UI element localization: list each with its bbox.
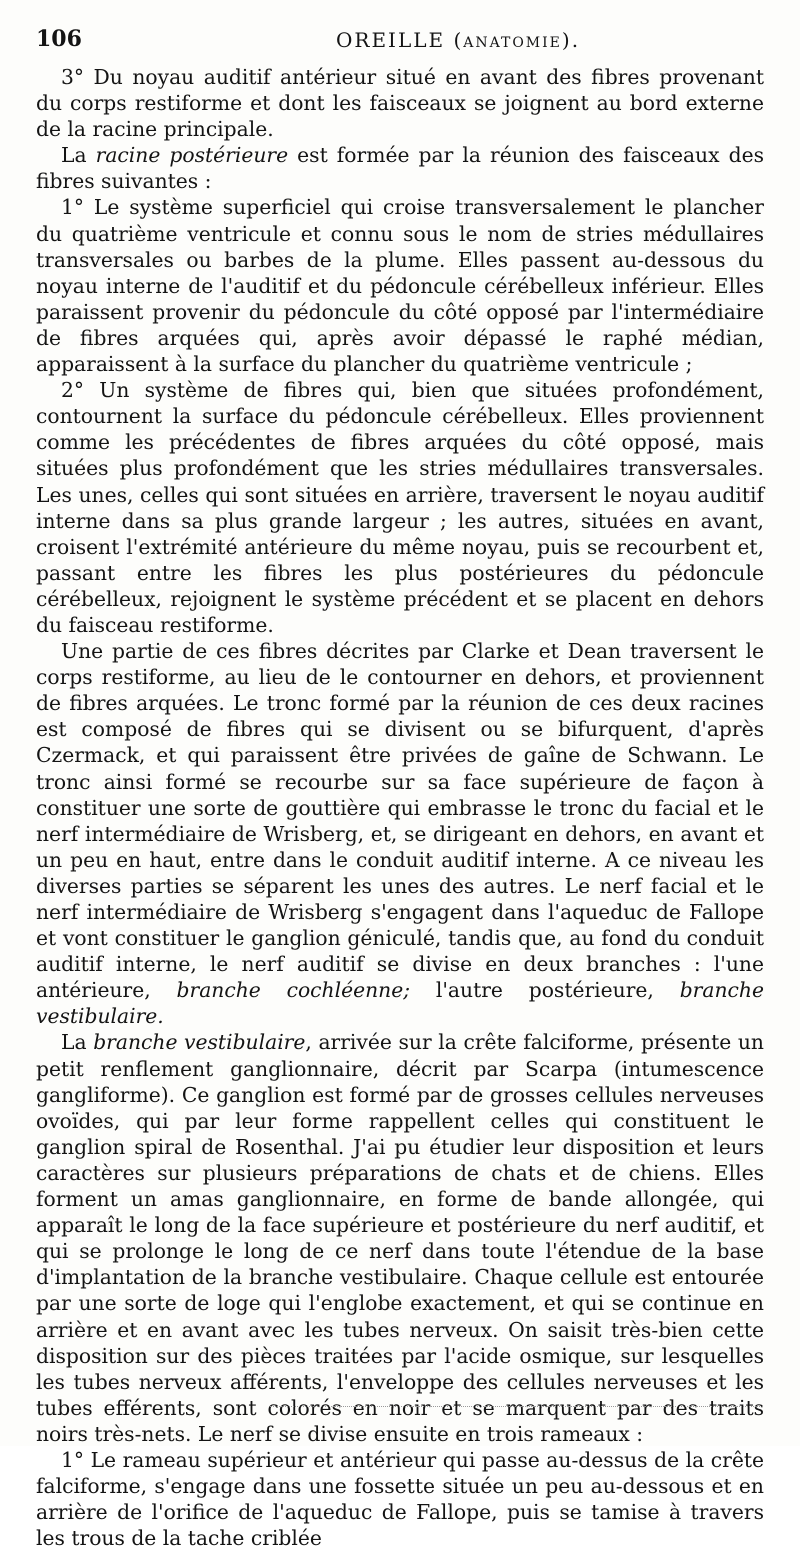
running-title-main: OREILLE ( [336, 28, 464, 52]
paragraph [36, 1447, 764, 1551]
page-number: 106 [36, 26, 82, 52]
text-run: , arrivée sur la crête falciforme, présente un petit renflement ganglionnaire, décrit par Scarpa (intumescence gangliforme). Ce ganglion est formé par de grosses cellules nerveuses ovoïdes, qui par leur forme rappellent celles qui constituent le ganglion spiral de Rosenthal. J'ai pu étudier leur disposition et leurs caractères sur plusieurs préparations de chats et de chiens. Elles forment un amas ganglionnaire, en forme de bande allongée, qui apparaît le long de la face supérieure et postérieure du nerf auditif, et qui se prolonge le long de ce nerf dans toute l'étendue de la base d'implantation de la branche vestibulaire. Chaque cellule est entourée par une sorte de loge qui l'englobe exactement, et qui se continue en arrière et en avant avec les tubes nerveux. On saisit très-bien cette disposition sur des pièces traitées par l'acide osmique, sur lesquelles les tubes nerveux afférents, l'enveloppe des cellules nerveuses et les tubes efférents, sont colorés en noir et se marquent par des traits noirs très-nets. Le nerf se divise ensuite en trois rameaux : [36, 1030, 764, 1446]
running-title [336, 28, 580, 52]
italic-run: racine postérieure [95, 143, 289, 168]
paragraph [36, 1029, 764, 1447]
text-run: 1° Le rameau supérieur et antérieur qui passe au-dessus de la crête falciforme, s'engage dans une fossette située un peu au-dessous et en arrière de l'orifice de l'aqueduc de Fallope, puis se tamise à travers les trous de la tache criblée [36, 1447, 764, 1551]
text-run: l'autre postérieure, [410, 978, 680, 1003]
running-title-subject: ANATOMIE [463, 35, 562, 51]
paragraph [36, 142, 764, 194]
text-run: 2° Un système de fibres qui, bien que situées profondément, contournent la surface du pédoncule cérébelleux. Elles proviennent comme les précédentes de fibres arquées du côté opposé, mais situées plus profondément que les stries médullaires transversales. Les unes, celles qui sont situées en arrière, traversent le noyau auditif interne dans sa plus grande largeur ; les autres, situées en avant, croisent l'extrémité antérieure du même noyau, puis se recourbent et, passant entre les fibres les plus postérieures du pédoncule cérébelleux, rejoignent le système précédent et se placent en dehors du faisceau restiforme. [36, 378, 764, 637]
paragraph [36, 377, 764, 638]
italic-run: branche vestibulaire [93, 1030, 306, 1055]
body-text [36, 64, 764, 1551]
text-run: 3° Du noyau auditif antérieur situé en avant des fibres provenant du corps restiforme et dont les faisceaux se joignent au bord externe de la racine principale. [36, 65, 764, 142]
footer-dotted-rule [270, 1406, 760, 1407]
text-run: 1° Le système superficiel qui croise transversalement le plancher du quatrième ventricule et connu sous le nom de stries médullaires transversales ou barbes de la plume. Elles passent au-dessous du noyau interne de l'auditif et du pédoncule cérébelleux inférieur. Elles paraissent provenir du pédoncule du côté opposé par l'intermédiaire de fibres arquées qui, après avoir dépassé le raphé médian, apparaissent à la surface du plancher du quatrième ventricule ; [36, 195, 764, 377]
italic-run: branche cochléenne; [176, 978, 411, 1003]
page-header [36, 26, 764, 56]
running-title-close: ). [561, 28, 581, 52]
text-run: Une partie de ces fibres décrites par Clarke et Dean traversent le corps restiforme, au lieu de le contourner en dehors, et proviennent de fibres arquées. Le tronc formé par la réunion de ces deux racines est composé de fibres qui se divisent ou se bifurquent, d'après Czermack, et qui paraissent être privées de gaîne de Schwann. Le tronc ainsi formé se recourbe sur sa face supérieure de façon à constituer une sorte de gouttière qui embrasse le tronc du facial et le nerf intermédiaire de Wrisberg, et, se dirigeant en dehors, en avant et un peu en haut, entre dans le conduit auditif interne. A ce niveau les diverses parties se séparent les unes des autres. Le nerf facial et le nerf intermédiaire de Wrisberg s'engagent dans l'aqueduc de Fallope et vont constituer le ganglion géniculé, tandis que, au fond du conduit auditif interne, le nerf auditif se divise en deux branches : l'une antérieure, [36, 639, 764, 1003]
italic-run: branche vestibulaire. [36, 978, 764, 1029]
text-run: est formée par la réunion des faisceaux des fibres suivantes : [36, 143, 765, 194]
paragraph [36, 638, 764, 1029]
text-run: La [61, 143, 96, 168]
paragraph [36, 64, 764, 142]
paragraph [36, 194, 764, 377]
text-run: La [61, 1030, 94, 1055]
